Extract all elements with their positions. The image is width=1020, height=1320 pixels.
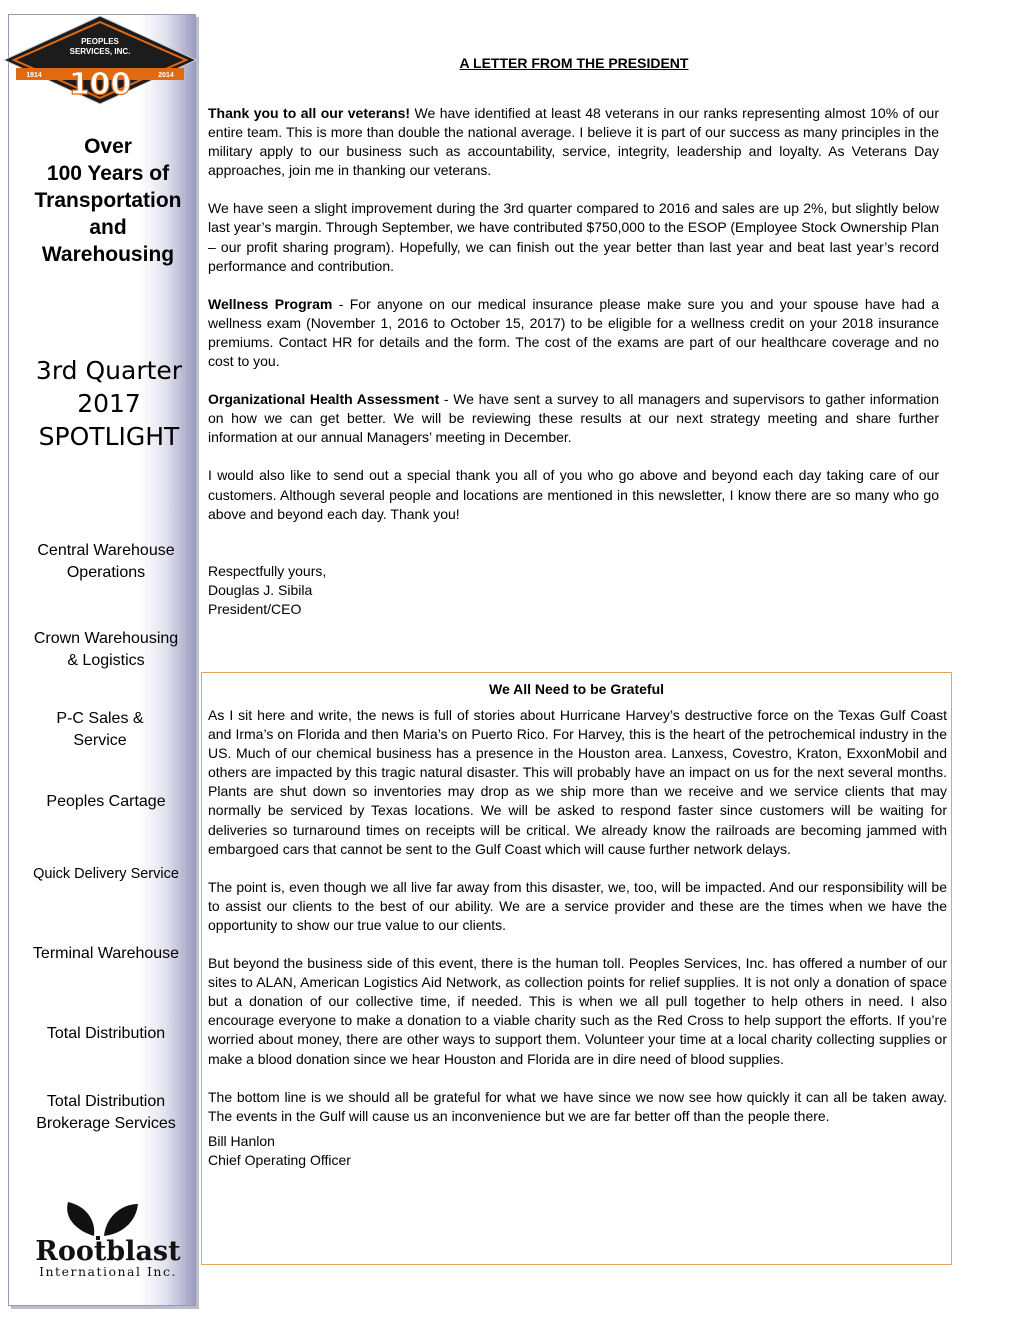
letter-paragraph-wellness — [208, 295, 939, 371]
letter-signature — [208, 562, 939, 619]
article-paragraph: The point is, even though we all live far away from this disaster, we, too, will be impacted. And our responsibility will be to assist our clients to the best of our ability. We are a service provider and these are the times when we have the opportunity to show our true value to our clients. — [208, 878, 947, 933]
rootblast-name: Rootblast — [35, 1236, 181, 1267]
company-terminal-warehouse — [16, 943, 196, 965]
sidebar-heading-line: Transportation — [34, 189, 182, 212]
sidebar-heading-line: and — [89, 216, 127, 239]
logo-year-end: 2014 — [158, 72, 174, 79]
company-line: Operations — [66, 563, 146, 581]
company-line: Total Distribution — [46, 1025, 166, 1042]
paragraph-lead: Thank you to all our veterans! — [208, 105, 411, 121]
article-signer-title: Chief Operating Officer — [208, 1151, 351, 1168]
company-line: Central Warehouse — [37, 542, 175, 559]
article-paragraph: The bottom line is we should all be grateful for what we have since we now see how quickly it can all be taken away. The events in the Gulf will cause us an inconvenience but we are far better off than the people there. — [208, 1088, 947, 1124]
company-line: Quick Delivery Service — [33, 866, 179, 882]
sidebar-heading-line: Over — [84, 135, 132, 158]
sidebar-heading-line: 100 Years of — [46, 162, 170, 185]
article-signer: Bill Hanlon — [208, 1132, 275, 1149]
quarter-spotlight-heading — [18, 354, 200, 453]
company-line: & Logistics — [67, 651, 145, 669]
letter-paragraph-sales: We have seen a slight improvement during the 3rd quarter compared to 2016 and sales are up 2%, but slightly below last year’s margin. Through September, we have contributed $750,000 to the ESOP (Employee Stock Ownership Plan – our profit sharing program). Hopefully, we can finish out the year better than last year and beat last year’s record performance and contribution. — [208, 200, 939, 274]
letter-title: A LETTER FROM THE PRESIDENT — [459, 55, 689, 71]
quarter-line: SPOTLIGHT — [38, 422, 180, 451]
letter-paragraph-assessment — [208, 390, 939, 447]
president-letter — [208, 104, 939, 619]
company-line: Service — [73, 731, 127, 749]
logo-company-text: PEOPLES — [81, 37, 119, 46]
article-body — [208, 706, 947, 1170]
company-line: Total Distribution — [46, 1093, 166, 1110]
leaf-right-icon — [104, 1204, 138, 1236]
peoples-services-centennial-logo — [2, 14, 198, 106]
logo-year-start: 1914 — [26, 72, 42, 79]
paragraph-text: We have identified at least 48 veterans in our ranks representing almost 10% of our entire team. This is more than double the national average. I believe it is part of our success as many principles in the military apply to our business such as accountability, service, integrity, leadership and loyalty. As Veterans Day approaches, join me in thanking our veterans. — [208, 105, 939, 179]
paragraph-lead: Wellness Program — [208, 295, 333, 312]
article-paragraph: As I sit here and write, the news is full of stories about Hurricane Harvey’s destructive force on the Texas Gulf Coast and Irma’s on Florida and then Maria’s on Puerto Rico. For Harvey, this is the heart of the petrochemical industry in the US. Much of our chemical business has a presence in the Houston area. Lanxess, Covestro, Kraton, ExxonMobil and others are impacted by this tragic natural disaster. This will probably have an impact on us for the next several months. Plants are shut down so inventories may drop as we ship more than we receive and we service clients that may normally be serviced by Texas locations. We will be asked to respond faster since customers will be waiting for deliveries so turnaround times on receipts will be critical. We already know the railroads are becoming jammed with embargoed cars that cannot be sent to the Gulf Coast which will cause further network delays. — [208, 707, 947, 857]
rootblast-tagline: International Inc. — [39, 1264, 177, 1279]
company-line: Peoples Cartage — [46, 793, 166, 810]
company-line: P-C Sales & — [56, 710, 144, 727]
company-line: Brokerage Services — [36, 1114, 176, 1132]
leaf-left-icon — [67, 1202, 94, 1236]
article-paragraph: But beyond the business side of this event, there is the human toll. Peoples Services, Inc. has offered a number of our sites to ALAN, American Logistics Aid Network, as collection points for relief supplies. It is not only a donation of space but a donation of our collective time, if needed. This is when we all pull together to help others in need. I also encourage everyone to make a donation to a viable charity such as the Red Cross to help support the efforts. If you’re worried about money, there are other ways to support them. Volunteer your time at a local charity collecting supplies or make a blood donation since we hear Houston and Florida are in dire need of blood supplies. — [208, 955, 947, 1067]
paragraph-text: - For anyone on our medical insurance please make sure you and your spouse have had a wellness exam (November 1, 2016 to October 15, 2017) to be eligible for a wellness credit on your 2018 insurance premiums. Contact HR for details and the form. The cost of the exams are part of our healthcare coverage and no cost to you. — [208, 295, 939, 370]
company-peoples-cartage — [16, 791, 196, 813]
company-line: Crown Warehousing — [33, 630, 179, 647]
company-crown-warehousing — [16, 628, 196, 671]
paragraph-text: - We have sent a survey to all managers and supervisors to gather information on how we can get better. We will be reviewing these results at our next strategy meeting and share further information at our annual Managers’ meeting in December. — [208, 391, 939, 446]
article-title: We All Need to be Grateful — [488, 681, 665, 697]
paragraph-lead: Organizational Health Assessment — [208, 391, 440, 408]
company-central-warehouse — [16, 540, 196, 583]
quarter-line: 3rd Quarter — [35, 356, 183, 385]
company-pc-sales — [10, 708, 190, 751]
letter-closing: Respectfully yours, — [208, 562, 327, 579]
quarter-line: 2017 — [77, 389, 141, 418]
rootblast-logo — [34, 1200, 184, 1282]
letter-signer-title: President/CEO — [208, 600, 302, 617]
letter-paragraph-veterans — [208, 104, 939, 180]
company-total-distribution-brokerage — [16, 1091, 196, 1134]
logo-company-text-2: SERVICES, INC. — [69, 47, 131, 56]
company-total-distribution — [16, 1023, 196, 1045]
company-line: Terminal Warehouse — [32, 945, 180, 962]
letter-signer: Douglas J. Sibila — [208, 581, 313, 598]
sidebar-heading-line: Warehousing — [41, 243, 175, 266]
company-quick-delivery — [16, 864, 196, 886]
letter-paragraph-thanks: I would also like to send out a special thank you all of you who go above and beyond each day taking care of our customers. Although several people and locations are mentioned in this newsletter, I know there are so many who go above and beyond each day. Thank you! — [208, 467, 939, 522]
logo-100-numeral: 100 — [68, 67, 132, 102]
grateful-article-box — [201, 672, 952, 1265]
sidebar-heading — [18, 133, 198, 268]
